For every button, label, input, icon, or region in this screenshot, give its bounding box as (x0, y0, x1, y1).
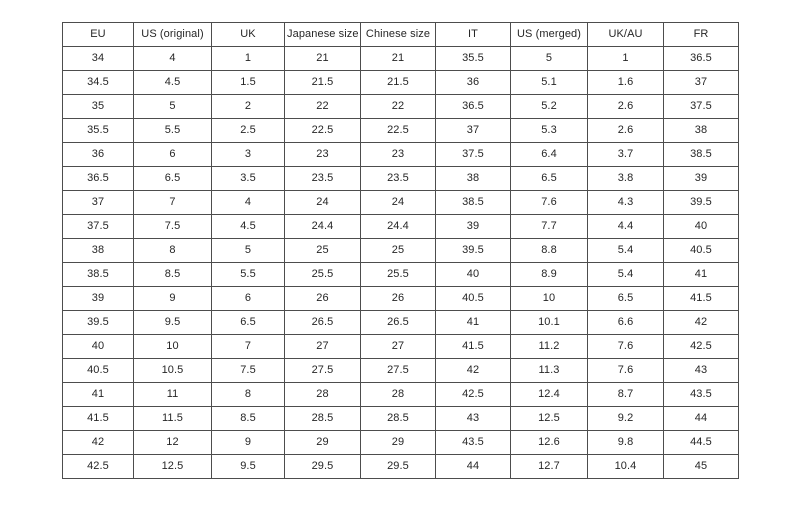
size-cell: 24 (285, 191, 361, 215)
table-row (63, 167, 739, 191)
size-cell: 44 (436, 455, 511, 479)
size-cell: 12.5 (134, 455, 212, 479)
size-cell: 39.5 (664, 191, 739, 215)
size-cell: 21.5 (285, 71, 361, 95)
size-cell: 6.5 (588, 287, 664, 311)
size-cell: 5.4 (588, 239, 664, 263)
size-cell: 38.5 (436, 191, 511, 215)
size-cell: 41 (664, 263, 739, 287)
size-cell: 44.5 (664, 431, 739, 455)
table-row (63, 215, 739, 239)
size-cell: 29.5 (361, 455, 436, 479)
size-cell: 42.5 (664, 335, 739, 359)
size-cell: 38 (63, 239, 134, 263)
size-cell: 6 (134, 143, 212, 167)
size-cell: 6 (212, 287, 285, 311)
size-cell: 21 (361, 47, 436, 71)
size-cell: 3 (212, 143, 285, 167)
size-cell: 7.6 (588, 335, 664, 359)
table-row (63, 143, 739, 167)
column-header-uk: UK (212, 23, 285, 47)
size-cell: 4.5 (212, 215, 285, 239)
size-cell: 12.7 (511, 455, 588, 479)
size-cell: 9.2 (588, 407, 664, 431)
size-cell: 10.1 (511, 311, 588, 335)
size-cell: 22.5 (285, 119, 361, 143)
column-header-uk-au: UK/AU (588, 23, 664, 47)
size-cell: 43 (436, 407, 511, 431)
column-header-japanese-size: Japanese size (285, 23, 361, 47)
size-cell: 42 (63, 431, 134, 455)
size-cell: 8 (134, 239, 212, 263)
table-row (63, 95, 739, 119)
size-cell: 7 (134, 191, 212, 215)
table-row (63, 71, 739, 95)
table-row (63, 263, 739, 287)
size-cell: 28.5 (361, 407, 436, 431)
size-cell: 26.5 (285, 311, 361, 335)
size-cell: 34 (63, 47, 134, 71)
size-cell: 9.8 (588, 431, 664, 455)
shoe-size-conversion-table (62, 22, 739, 479)
size-cell: 29 (285, 431, 361, 455)
table-row (63, 431, 739, 455)
table-row (63, 383, 739, 407)
size-cell: 25 (285, 239, 361, 263)
size-cell: 39.5 (63, 311, 134, 335)
column-header-us-original: US (original) (134, 23, 212, 47)
size-cell: 7.5 (212, 359, 285, 383)
size-cell: 41.5 (664, 287, 739, 311)
size-cell: 41.5 (436, 335, 511, 359)
size-cell: 36.5 (63, 167, 134, 191)
size-cell: 42 (436, 359, 511, 383)
size-cell: 37.5 (664, 95, 739, 119)
size-cell: 10 (134, 335, 212, 359)
size-cell: 7 (212, 335, 285, 359)
size-cell: 10 (511, 287, 588, 311)
table-row (63, 47, 739, 71)
size-cell: 1.6 (588, 71, 664, 95)
size-cell: 6.6 (588, 311, 664, 335)
size-cell: 27 (361, 335, 436, 359)
size-cell: 5.1 (511, 71, 588, 95)
size-cell: 11.3 (511, 359, 588, 383)
column-header-eu: EU (63, 23, 134, 47)
size-cell: 41.5 (63, 407, 134, 431)
size-cell: 42.5 (63, 455, 134, 479)
size-cell: 39 (63, 287, 134, 311)
size-cell: 25 (361, 239, 436, 263)
size-cell: 41 (436, 311, 511, 335)
size-cell: 7.6 (511, 191, 588, 215)
size-cell: 40.5 (664, 239, 739, 263)
size-cell: 2.5 (212, 119, 285, 143)
size-cell: 22.5 (361, 119, 436, 143)
size-cell: 2.6 (588, 119, 664, 143)
table-row (63, 335, 739, 359)
size-cell: 28 (361, 383, 436, 407)
size-cell: 37.5 (436, 143, 511, 167)
size-cell: 35 (63, 95, 134, 119)
size-cell: 25.5 (285, 263, 361, 287)
size-cell: 11 (134, 383, 212, 407)
size-cell: 4.3 (588, 191, 664, 215)
size-cell: 40 (63, 335, 134, 359)
size-cell: 1 (212, 47, 285, 71)
size-cell: 2 (212, 95, 285, 119)
size-cell: 43.5 (436, 431, 511, 455)
size-cell: 23 (285, 143, 361, 167)
size-cell: 43.5 (664, 383, 739, 407)
table-row (63, 359, 739, 383)
size-cell: 9 (212, 431, 285, 455)
size-cell: 36 (436, 71, 511, 95)
size-cell: 12.5 (511, 407, 588, 431)
size-cell: 42.5 (436, 383, 511, 407)
size-cell: 24 (361, 191, 436, 215)
size-cell: 5.2 (511, 95, 588, 119)
table-row (63, 287, 739, 311)
table-row (63, 119, 739, 143)
size-cell: 24.4 (285, 215, 361, 239)
table-row (63, 455, 739, 479)
column-header-us-merged: US (merged) (511, 23, 588, 47)
size-cell: 40.5 (436, 287, 511, 311)
size-cell: 26 (285, 287, 361, 311)
size-cell: 40 (664, 215, 739, 239)
size-cell: 7.5 (134, 215, 212, 239)
size-cell: 12 (134, 431, 212, 455)
size-cell: 8.5 (134, 263, 212, 287)
size-cell: 37 (664, 71, 739, 95)
size-cell: 26.5 (361, 311, 436, 335)
size-cell: 27.5 (285, 359, 361, 383)
header-row (63, 23, 739, 47)
size-cell: 34.5 (63, 71, 134, 95)
size-cell: 27 (285, 335, 361, 359)
size-cell: 11.5 (134, 407, 212, 431)
size-cell: 23.5 (361, 167, 436, 191)
size-cell: 1 (588, 47, 664, 71)
size-cell: 3.5 (212, 167, 285, 191)
size-cell: 28.5 (285, 407, 361, 431)
size-cell: 37.5 (63, 215, 134, 239)
table-body (63, 47, 739, 479)
size-cell: 10.5 (134, 359, 212, 383)
size-cell: 6.4 (511, 143, 588, 167)
size-cell: 40 (436, 263, 511, 287)
size-cell: 21 (285, 47, 361, 71)
size-cell: 24.4 (361, 215, 436, 239)
size-cell: 27.5 (361, 359, 436, 383)
size-cell: 2.6 (588, 95, 664, 119)
size-cell: 5.4 (588, 263, 664, 287)
size-cell: 38 (436, 167, 511, 191)
size-cell: 44 (664, 407, 739, 431)
size-conversion-table-container (62, 22, 739, 479)
size-cell: 5.5 (134, 119, 212, 143)
size-cell: 4.4 (588, 215, 664, 239)
size-cell: 29.5 (285, 455, 361, 479)
column-header-fr: FR (664, 23, 739, 47)
size-cell: 7.6 (588, 359, 664, 383)
size-cell: 39 (436, 215, 511, 239)
size-cell: 5.3 (511, 119, 588, 143)
size-cell: 6.5 (511, 167, 588, 191)
size-cell: 25.5 (361, 263, 436, 287)
size-cell: 36.5 (664, 47, 739, 71)
size-cell: 4.5 (134, 71, 212, 95)
size-cell: 36 (63, 143, 134, 167)
size-cell: 8.8 (511, 239, 588, 263)
size-cell: 23.5 (285, 167, 361, 191)
size-cell: 39.5 (436, 239, 511, 263)
size-cell: 38 (664, 119, 739, 143)
size-cell: 5 (212, 239, 285, 263)
size-cell: 28 (285, 383, 361, 407)
size-cell: 6.5 (134, 167, 212, 191)
size-cell: 8.7 (588, 383, 664, 407)
size-cell: 35.5 (436, 47, 511, 71)
size-cell: 38.5 (664, 143, 739, 167)
table-row (63, 407, 739, 431)
size-cell: 9.5 (212, 455, 285, 479)
table-row (63, 311, 739, 335)
size-cell: 37 (436, 119, 511, 143)
size-cell: 38.5 (63, 263, 134, 287)
table-header (63, 23, 739, 47)
size-cell: 36.5 (436, 95, 511, 119)
size-cell: 29 (361, 431, 436, 455)
size-cell: 10.4 (588, 455, 664, 479)
size-cell: 12.6 (511, 431, 588, 455)
size-cell: 8.9 (511, 263, 588, 287)
size-cell: 22 (285, 95, 361, 119)
size-cell: 21.5 (361, 71, 436, 95)
size-cell: 12.4 (511, 383, 588, 407)
size-cell: 9.5 (134, 311, 212, 335)
size-cell: 4 (134, 47, 212, 71)
size-cell: 1.5 (212, 71, 285, 95)
size-cell: 9 (134, 287, 212, 311)
table-row (63, 239, 739, 263)
size-cell: 43 (664, 359, 739, 383)
column-header-chinese-size: Chinese size (361, 23, 436, 47)
size-cell: 40.5 (63, 359, 134, 383)
size-cell: 8 (212, 383, 285, 407)
size-cell: 11.2 (511, 335, 588, 359)
size-cell: 42 (664, 311, 739, 335)
size-cell: 37 (63, 191, 134, 215)
size-cell: 4 (212, 191, 285, 215)
size-cell: 3.8 (588, 167, 664, 191)
size-cell: 5.5 (212, 263, 285, 287)
size-cell: 5 (511, 47, 588, 71)
size-cell: 7.7 (511, 215, 588, 239)
size-cell: 8.5 (212, 407, 285, 431)
size-cell: 26 (361, 287, 436, 311)
size-cell: 45 (664, 455, 739, 479)
size-cell: 23 (361, 143, 436, 167)
table-row (63, 191, 739, 215)
size-cell: 5 (134, 95, 212, 119)
column-header-it: IT (436, 23, 511, 47)
size-cell: 35.5 (63, 119, 134, 143)
size-cell: 22 (361, 95, 436, 119)
size-cell: 39 (664, 167, 739, 191)
size-cell: 6.5 (212, 311, 285, 335)
size-cell: 41 (63, 383, 134, 407)
size-cell: 3.7 (588, 143, 664, 167)
